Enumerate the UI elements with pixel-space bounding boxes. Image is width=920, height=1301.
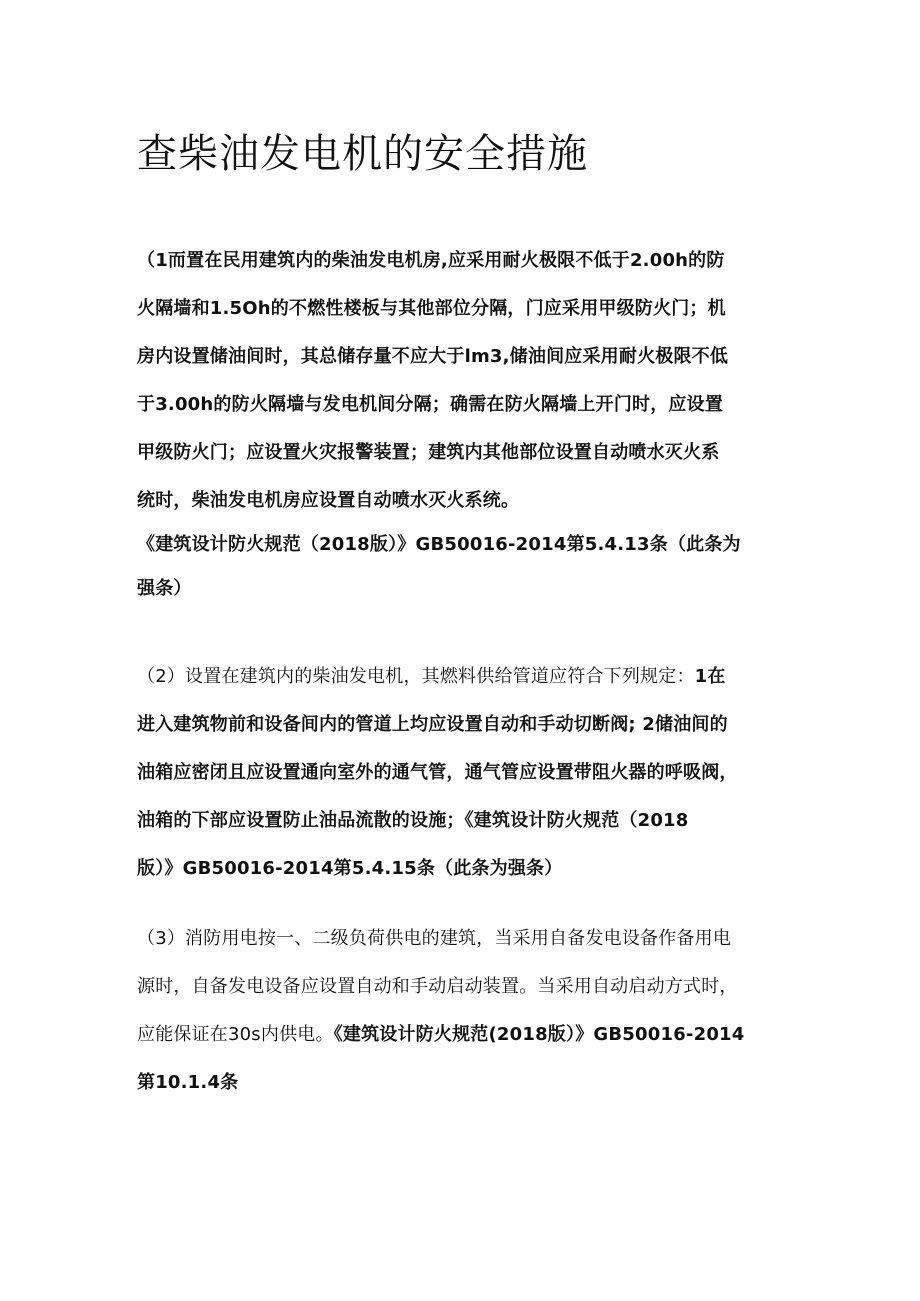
- paragraph-2-text: 2储油间的: [635, 714, 728, 735]
- paragraph-3-text: 《建筑设计防火规范(2018版）》GB50016-2014: [333, 1024, 745, 1045]
- paragraph-1-line: 甲级防火门；应设置火灾报警装置；建筑内其他部位设置自动喷水灭火系: [137, 442, 720, 463]
- paragraph-1-line: 火隔墙和1.5Oh的不燃性楼板与其他部位分隔，门应采用甲级防火门；机: [137, 298, 726, 319]
- paragraph-3-line: （3）消防用电按一、二级负荷供电的建筑，当采用自备发电设备作备用电: [137, 928, 732, 949]
- paragraph-1-reference: 强条）: [137, 578, 192, 599]
- paragraph-3-text: 应能保证在30s内供电。: [137, 1024, 334, 1045]
- paragraph-2: [137, 660, 789, 900]
- paragraph-2-text: 1在: [694, 666, 726, 687]
- paragraph-2-text: 进入建筑物前和设备间内的管道上均应设置自动和手动切断阀;: [137, 714, 636, 735]
- paragraph-1-line: 于3.00h的防火隔墙与发电机间分隔；确需在防火隔墙上开门时，应设置: [137, 394, 724, 415]
- paragraph-2-line: 油箱应密闭且应设置通向室外的通气管，通气管应设置带阻火器的呼吸阀，: [137, 762, 738, 783]
- paragraph-2-line: [137, 660, 789, 708]
- document-title: 查柴油发电机的安全措施: [137, 131, 588, 177]
- paragraph-2-text: （2）设置在建筑内的柴油发电机，其燃料供给管道应符合下列规定：: [137, 666, 695, 687]
- paragraph-1-line: （1而置在民用建筑内的柴油发电机房,应采用耐火极限不低于2.00h的防: [137, 250, 725, 271]
- paragraph-2-line: [137, 708, 789, 756]
- paragraph-3-line: 第10.1.4条: [137, 1072, 239, 1093]
- paragraph-2-line: 版）》GB50016-2014第5.4.15条（此条为强条）: [137, 858, 563, 879]
- paragraph-1: [137, 244, 789, 620]
- paragraph-1-line: 统时，柴油发电机房应设置自动喷水灭火系统。: [137, 490, 520, 511]
- paragraph-1-line: 房内设置储油间时，其总储存量不应大于lm3,储油间应采用耐火极限不低: [137, 346, 729, 367]
- paragraph-2-line: 油箱的下部应设置防止油品流散的设施；《建筑设计防火规范（2018: [137, 810, 689, 831]
- paragraph-3: [137, 922, 789, 1114]
- paragraph-3-line: 源时，自备发电设备应设置自动和手动启动装置。当采用自动启动方式时，: [137, 976, 738, 997]
- paragraph-3-line: [137, 1018, 789, 1066]
- paragraph-1-reference: 《建筑设计防火规范（2018版）》GB50016-2014第5.4.13条（此条为: [137, 534, 741, 555]
